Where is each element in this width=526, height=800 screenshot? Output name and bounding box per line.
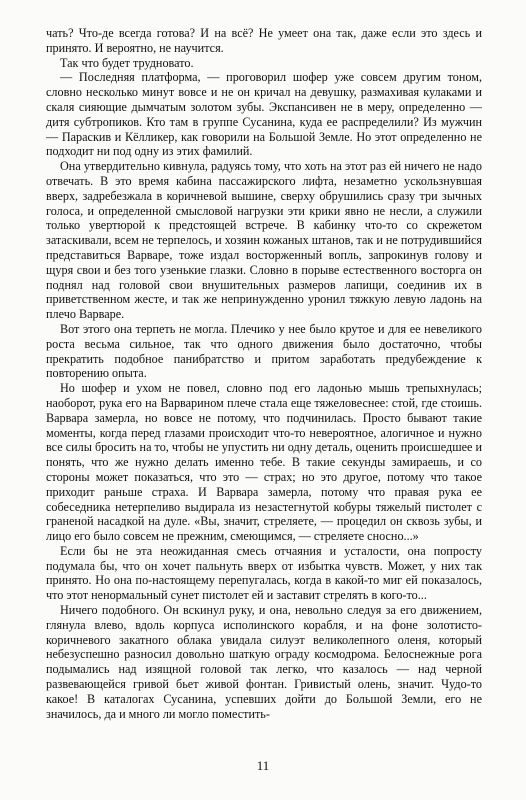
paragraph: чать? Что-де всегда готова? И на всё? Не умеет она так, даже если это здесь и принято. И вероятно, не научится. [46, 26, 482, 55]
paragraph: Вот этого она терпеть не могла. Плечико у нее было крутое и для ее невеликого роста весьма сильное, так что одного движения было достаточно, чтобы прекратить подобное панибратство и притом заработать предубеждение к повторению опыта. [46, 321, 482, 381]
paragraph: — Последняя платформа, — проговорил шофер уже совсем другим тоном, словно несколько минут вовсе и не он кричал на девушку, размахивая кулаками и скаля сияющие дымчатым золотом зубы. Экспансивен не в меру, определенно — дитя субтропиков. Кто там в группе Сусанина, куда ее распределили? Из мужчин — Параскив и Кёлликер, как говорили на Большой Земле. Но этот определенно не подходит ни под одну из этих фамилий. [46, 70, 482, 159]
paragraph: Но шофер и ухом не повел, словно под его ладонью мышь трепыхнулась; наоборот, рука его на Варварином плече стала еще тяжеловеснее: стой, где стоишь. Варвара замерла, но вовсе не потому, что подчинилась. Просто бывают такие моменты, когда перед глазами происходит что-то невероятное, алогичное и нужно все силы бросить на то, чтобы не упустить ни одну деталь, оценить происшедшее и понять, что же нужно делать именно тебе. В такие секунды замираешь, и со стороны может показаться, что это — страх; но это другое, потому что такое приходит раньше страха. И Варвара замерла, потому что правая рука ее собеседника нетерпеливо выдирала из незастегнутой кобуры тяжелый пистолет с граненой насадкой на дуле. «Вы, значит, стреляете, — процедил он сквозь зубы, и лицо его было совсем не прежним, смеющимся, — стреляете сносно...» [46, 381, 482, 544]
page-number: 11 [256, 758, 270, 773]
page-body [46, 26, 482, 721]
paragraph: Если бы не эта неожиданная смесь отчаяния и усталости, она попросту подумала бы, что он хочет пальнуть вверх от избытка чувств. Может, у них так принято. Но она по-настоящему перепугалась, когда в какой-то миг ей показалось, что этот ненормальный сунет пистолет ей и заставит стрелять в кого-то... [46, 543, 482, 603]
paragraph: Ничего подобного. Он вскинул руку, и она, невольно следуя за его движением, глянула влево, вдоль корпуса исполинского корабля, и на фоне золотисто-коричневого закатного облака увидала силуэт великолепного оленя, который небезуспешно разносил довольно шаткую ограду космодрома. Белоснежные рога подымались над изящной головой так легко, что казалось — над черной развевающейся гривой бьет живой фонтан. Гривистый олень, значит. Чудо-то какое! В каталогах Сусанина, успевших дойти до Большой Земли, его не значилось, да и много ли могло поместить- [46, 603, 482, 721]
paragraph: Она утвердительно кивнула, радуясь тому, что хоть на этот раз ей ничего не надо отвечать. В это время кабина пассажирского лифта, незаметно ускользнувшая вверх, задребезжала в коричневой вышине, сверху обрушились сразу три зычных голоса, и определенной смысловой нагрузки эти крики явно не несли, а служили только увертюрой к предстоящей встрече. В кабинку что-то со скрежетом затаскивали, всем не терпелось, и хозяин кожаных штанов, так и не потрудившийся представиться Варваре, тоже издал восторженный вопль, запрокинув голову и щуря свои и без того узенькие глазки. Словно в порыве естественного восторга он поднял над головой свои внушительных размеров лапищи, соединив их в приветственном жесте, и так же непринужденно уронил тяжкую левую ладонь на плечо Варваре. [46, 159, 482, 322]
paragraph: Так что будет трудновато. [60, 55, 194, 70]
